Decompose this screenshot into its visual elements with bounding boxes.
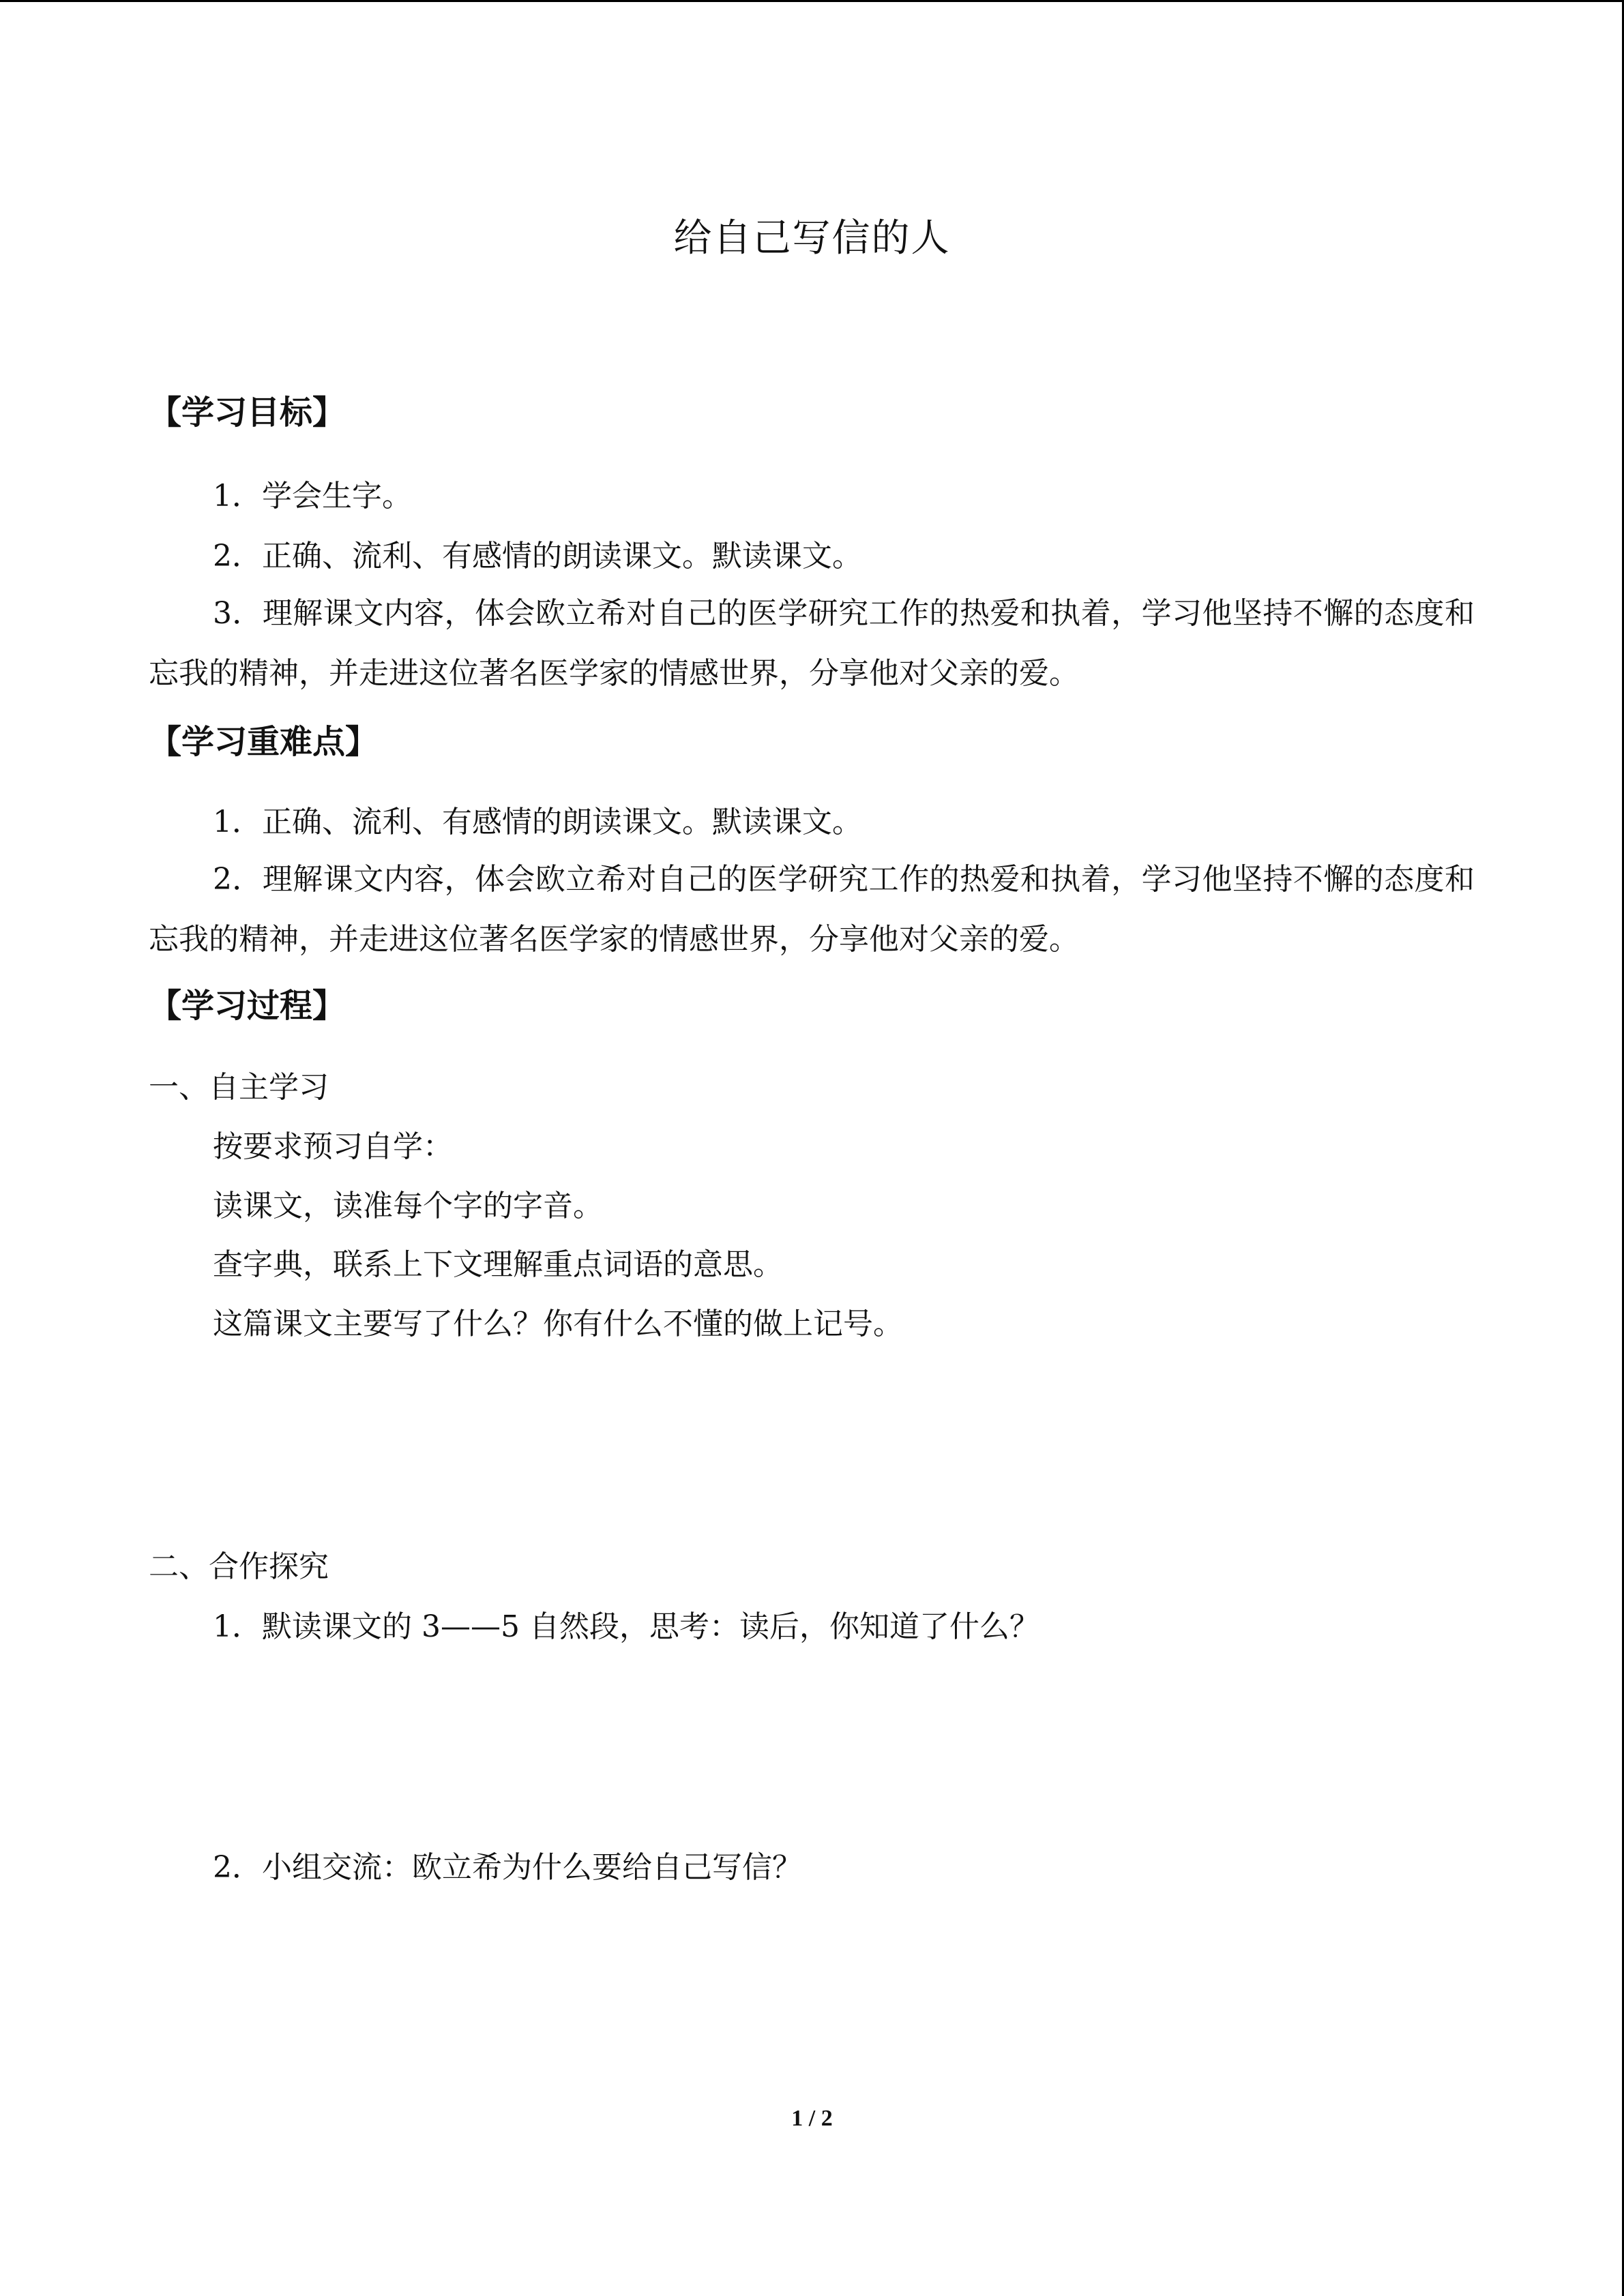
part1-line-1: 按要求预习自学： — [213, 1129, 453, 1164]
part1-title: 一、自主学习 — [149, 1070, 329, 1105]
goal-item-1: 1．学会生字。 — [213, 479, 412, 513]
part2-question-2: 2．小组交流：欧立希为什么要给自己写信？ — [213, 1850, 802, 1885]
document-title: 给自己写信的人 — [673, 216, 951, 260]
part2-title: 二、合作探究 — [149, 1549, 329, 1584]
key-point-item-1: 1．正确、流利、有感情的朗读课文。默读课文。 — [213, 805, 862, 839]
goal-item-3: 3．理解课文内容，体会欧立希对自己的医学研究工作的热爱和执着，学习他坚持不懈的态度和忘我的精神，并走进这位著名医学家的情感世界，分享他对父亲的爱。 — [149, 596, 1475, 691]
key-point-item-2: 2．理解课文内容，体会欧立希对自己的医学研究工作的热爱和执着，学习他坚持不懈的态度和忘我的精神，并走进这位著名医学家的情感世界，分享他对父亲的爱。 — [149, 862, 1475, 957]
part1-line-3: 查字典，联系上下文理解重点词语的意思。 — [213, 1247, 783, 1282]
section-heading-key-points: 【学习重难点】 — [149, 723, 379, 761]
part2-question-1: 1．默读课文的 3——5 自然段，思考：读后，你知道了什么？ — [213, 1609, 1039, 1644]
part1-line-4: 这篇课文主要写了什么？你有什么不懂的做上记号。 — [213, 1307, 903, 1341]
page-number: 1 / 2 — [791, 2106, 833, 2131]
part1-line-2: 读课文，读准每个字的字音。 — [213, 1189, 603, 1223]
section-heading-process: 【学习过程】 — [149, 987, 346, 1025]
goal-item-2: 2．正确、流利、有感情的朗读课文。默读课文。 — [213, 539, 862, 573]
section-heading-goals: 【学习目标】 — [149, 393, 346, 432]
